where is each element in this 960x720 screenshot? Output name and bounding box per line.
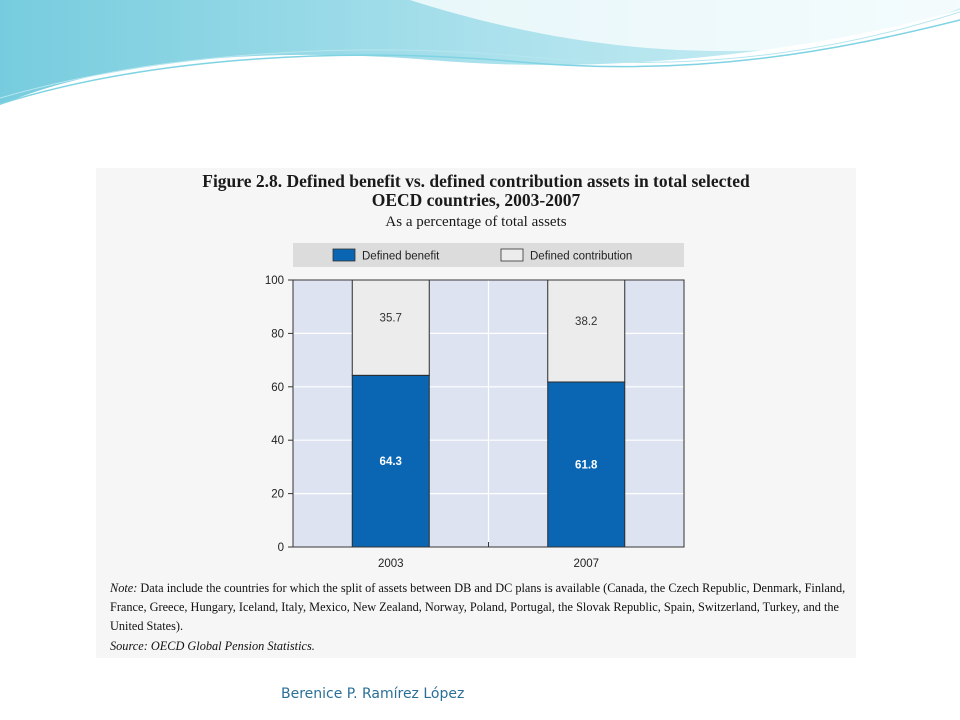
figure-title-line-2: OECD countries, 2003-2007	[371, 190, 581, 210]
legend	[293, 243, 684, 267]
y-tick-label-0: 0	[277, 542, 284, 554]
y-tick-label-100: 100	[264, 275, 284, 287]
header-swoosh-decoration	[0, 0, 960, 110]
figure-subtitle: As a percentage of total assets	[385, 214, 567, 230]
legend-swatch-defined-contribution	[501, 249, 523, 261]
figure-source	[110, 637, 850, 656]
legend-swatch-defined-benefit	[333, 249, 355, 261]
note-text: Data include the countries for which the split of assets between DB and DC plans is available (Canada, the Czech Republic, Denmark, Finland, France, Greece, Hungary, Iceland, Italy, Mexico, New Zealand, Norway, Poland, Portugal, the Slovak Republic, Spain, Switzerland, Turkey, and the United States).	[110, 581, 846, 633]
source-text: OECD Global Pension Statistics.	[150, 639, 315, 653]
data-label-defined-benefit-2007: 61.8	[575, 459, 598, 472]
bar-defined-contribution-2007	[548, 280, 625, 382]
plot-area	[265, 275, 684, 570]
y-tick-label-40: 40	[271, 435, 284, 448]
figure-card	[96, 168, 856, 658]
data-label-defined-contribution-2003: 35.7	[379, 312, 402, 325]
stacked-bar-chart	[96, 168, 856, 578]
figure-note	[110, 579, 850, 636]
figure-title-line-1: Figure 2.8. Defined benefit vs. defined contribution assets in total selected	[202, 171, 750, 191]
source-lead: Source:	[110, 639, 148, 653]
data-label-defined-contribution-2007: 38.2	[575, 315, 598, 328]
y-tick-label-60: 60	[271, 381, 284, 394]
legend-label-defined-contribution: Defined contribution	[530, 250, 633, 263]
y-tick-label-20: 20	[271, 488, 284, 501]
x-tick-label-2003: 2003	[377, 558, 404, 570]
footer-author: Berenice P. Ramírez López	[281, 686, 465, 702]
note-lead: Note:	[110, 581, 138, 595]
bar-defined-contribution-2003	[352, 280, 429, 375]
data-label-defined-benefit-2003: 64.3	[379, 456, 402, 469]
y-tick-label-80: 80	[271, 328, 284, 341]
legend-label-defined-benefit: Defined benefit	[362, 250, 440, 263]
x-tick-label-2007: 2007	[573, 558, 600, 570]
